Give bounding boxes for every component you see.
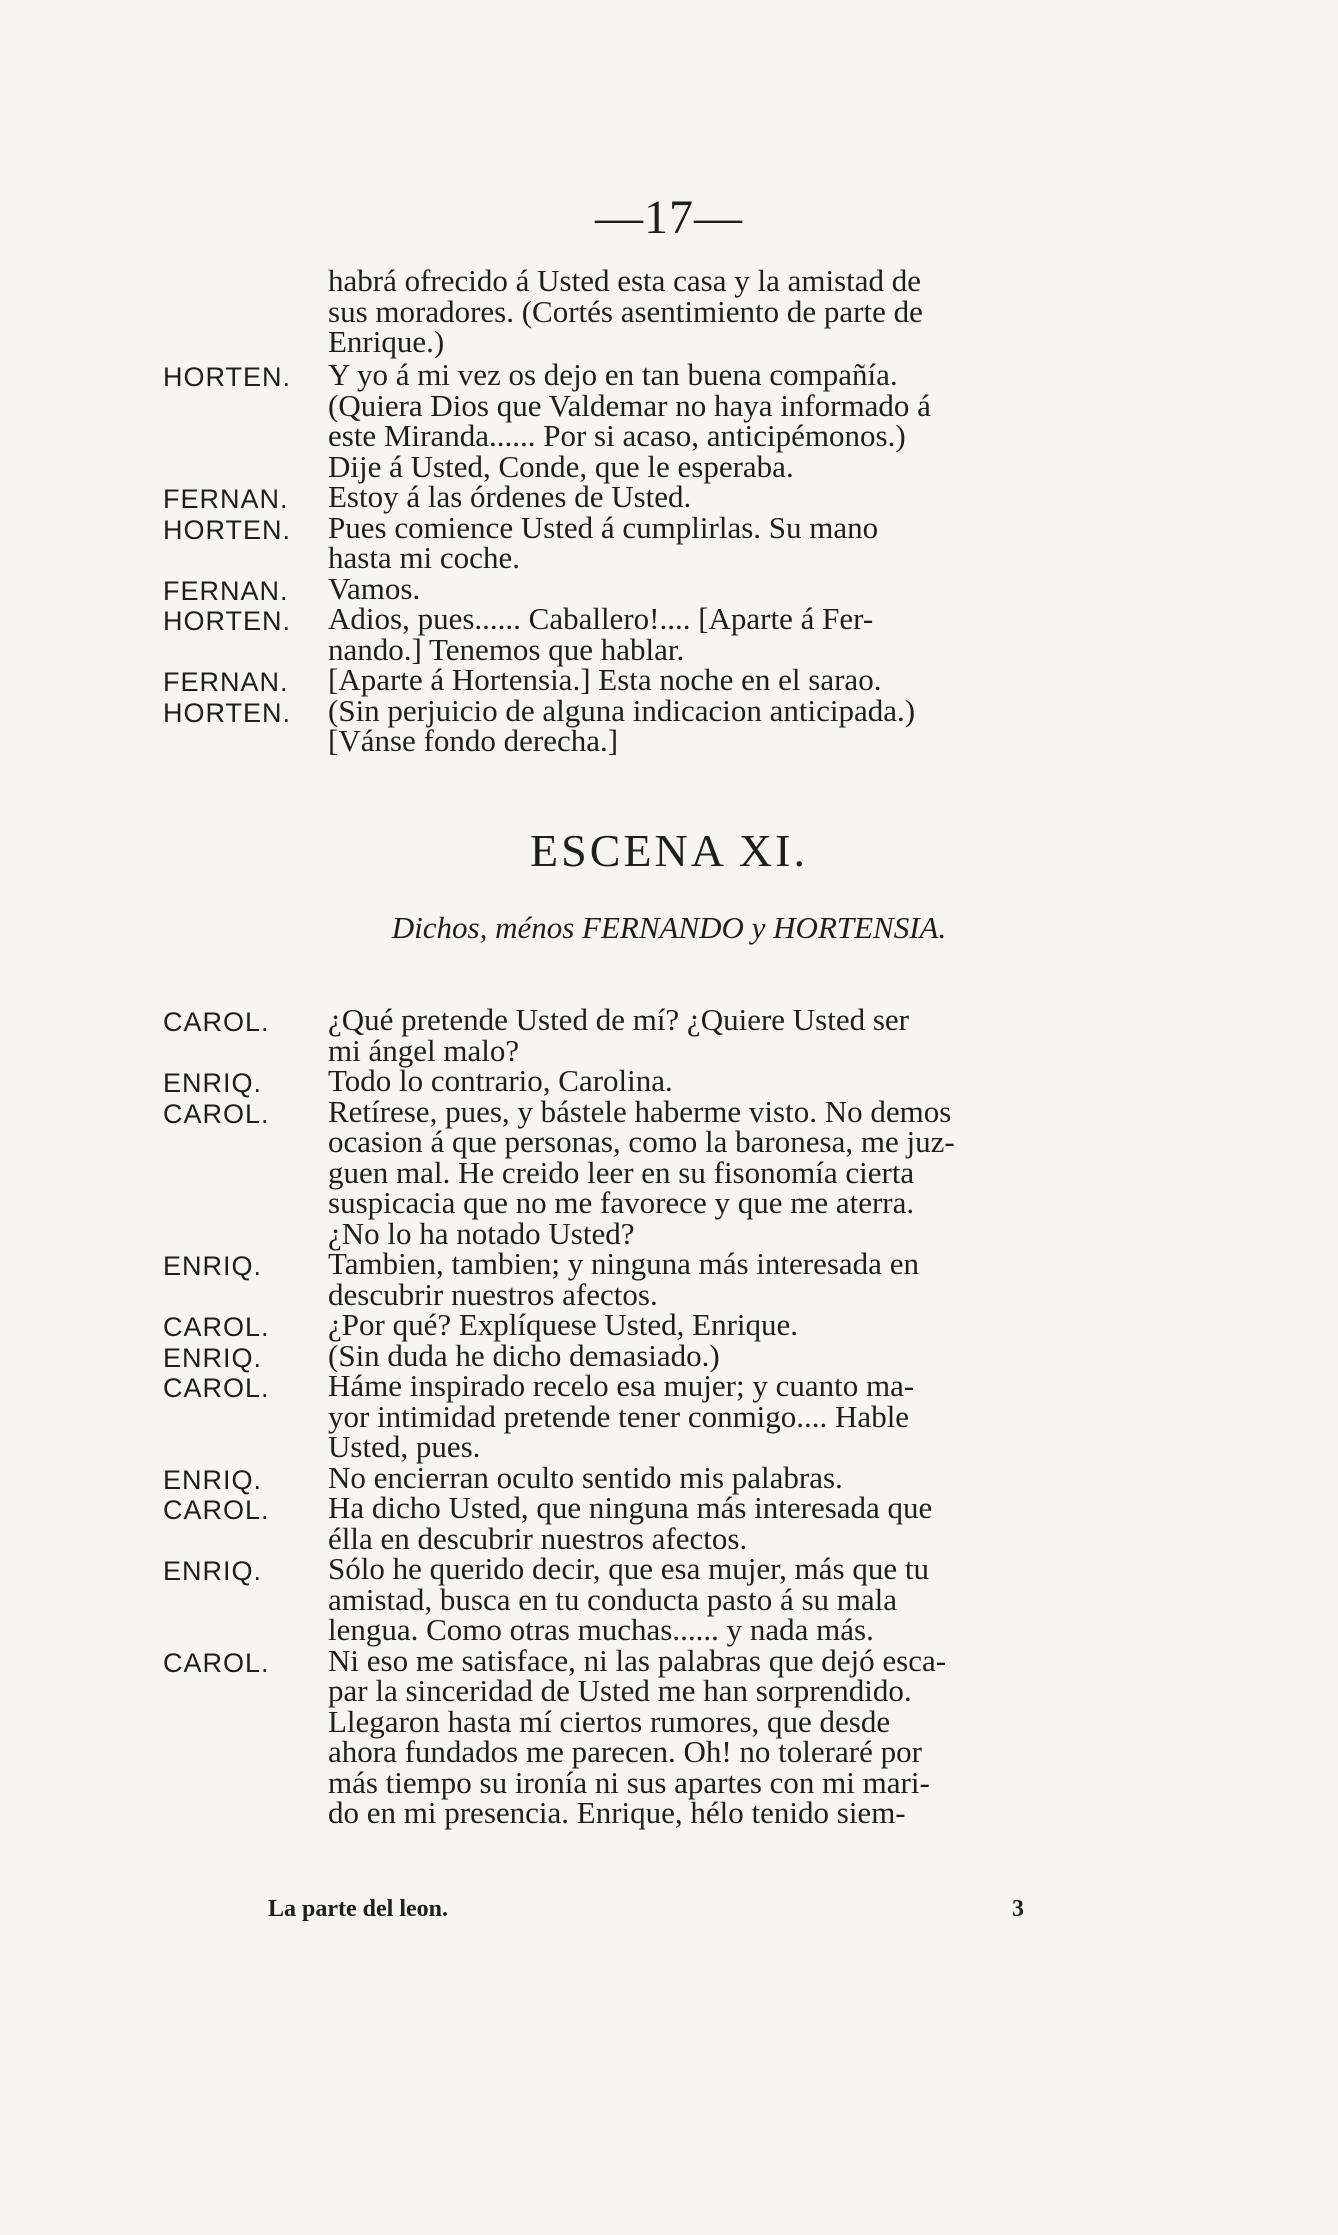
speaker-name: ENRIQ.: [163, 1342, 263, 1373]
dialogue-line: (Sin duda he dicho demasiado.): [328, 1337, 720, 1373]
text-line: Enrique.): [328, 324, 445, 359]
dialogue-line: Todo lo contrario, Carolina.: [328, 1063, 673, 1098]
dialogue-line: élla en descubrir nuestros afectos.: [328, 1520, 748, 1556]
dialogue-line: yor intimidad pretende tener conmigo.... Hable: [328, 1398, 910, 1434]
dialogue-line: ocasion á que personas, como la baronesa, me juz-: [328, 1124, 955, 1159]
footer-signature-number: 3: [1012, 1896, 1024, 1922]
text-line: sus moradores. (Cortés asentimiento de parte de: [328, 293, 923, 329]
dialogue-line: lengua. Como otras muchas...... y nada más.: [328, 1612, 874, 1647]
speaker-name: CAROL.: [163, 1312, 270, 1342]
speaker-name: HORTEN.: [163, 362, 292, 392]
speaker-name: FERNAN.: [163, 484, 289, 514]
dialogue-line: amistad, busca en tu conducta pasto á su mala: [328, 1581, 898, 1617]
dialogue-line: No encierran oculto sentido mis palabras.: [328, 1459, 843, 1495]
scene-heading: ESCENA XI.: [530, 825, 808, 876]
speaker-name: CAROL.: [163, 1007, 270, 1037]
dialogue-line: Adios, pues...... Caballero!.... [Aparte á Fer-: [328, 601, 874, 636]
speaker-name: HORTEN.: [163, 697, 292, 728]
dialogue-line: par la sinceridad de Usted me han sorprendido.: [328, 1673, 912, 1708]
speaker-name: ENRIQ.: [163, 1464, 263, 1495]
dialogue-line: [Aparte á Hortensia.] Esta noche en el sarao.: [328, 662, 882, 697]
dialogue-line: Retírese, pues, y bástele haberme visto. No demos: [328, 1093, 952, 1129]
dialogue-line: Llegaron hasta mí ciertos rumores, que desde: [328, 1703, 891, 1739]
page-number: —17—: [595, 191, 743, 244]
dialogue-line: Háme inspirado recelo esa mujer; y cuanto ma-: [328, 1368, 915, 1403]
scene-subheading: Dichos, ménos FERNANDO y HORTENSIA.: [391, 910, 947, 945]
dialogue-line: Ha dicho Usted, que ninguna más interesada que: [328, 1490, 933, 1525]
dialogue-line: Ni eso me satisface, ni las palabras que dejó esca-: [328, 1642, 947, 1678]
dialogue-line: hasta mi coche.: [328, 540, 520, 575]
speaker-name: CAROL.: [163, 1098, 270, 1129]
speaker-name: ENRIQ.: [163, 1068, 263, 1098]
dialogue-line: Dije á Usted, Conde, que le esperaba.: [328, 448, 794, 484]
speaker-name: FERNAN.: [163, 575, 289, 606]
dialogue-line: do en mi presencia. Enrique, hélo tenido siem-: [328, 1795, 906, 1830]
dialogue-line: Sólo he querido decir, que esa mujer, más que tu: [328, 1551, 929, 1586]
dialogue-line: ¿No lo ha notado Usted?: [328, 1215, 635, 1251]
dialogue-line: nando.] Tenemos que hablar.: [328, 631, 685, 667]
footer-title: La parte del leon.: [268, 1896, 448, 1922]
text-line: habrá ofrecido á Usted esta casa y la amistad de: [328, 263, 922, 298]
speaker-name: HORTEN.: [163, 514, 292, 545]
dialogue-line: [Vánse fondo derecha.]: [328, 723, 619, 758]
speaker-name: HORTEN.: [163, 606, 292, 636]
speaker-name: FERNAN.: [163, 667, 289, 697]
dialogue-line: Vamos.: [328, 570, 421, 606]
dialogue-line: mi ángel malo?: [328, 1032, 520, 1068]
dialogue-line: suspicacia que no me favorece y que me aterra.: [328, 1185, 915, 1220]
dialogue-line: (Sin perjuicio de alguna indicacion anticipada.): [328, 692, 916, 728]
speaker-name: ENRIQ.: [163, 1556, 263, 1586]
dialogue-line: descubrir nuestros afectos.: [328, 1276, 658, 1312]
dialogue-line: Tambien, tambien; y ninguna más interesada en: [328, 1246, 919, 1281]
dialogue-line: guen mal. He creido leer en su fisonomía cierta: [328, 1154, 915, 1190]
dialogue-line: ahora fundados me parecen. Oh! no toleraré por: [328, 1734, 922, 1769]
dialogue-line: ¿Qué pretende Usted de mí? ¿Quiere Usted ser: [328, 1002, 910, 1037]
dialogue-line: ¿Por qué? Explíquese Usted, Enrique.: [328, 1307, 799, 1342]
speaker-name: CAROL.: [163, 1495, 270, 1525]
speaker-name: CAROL.: [163, 1373, 270, 1403]
dialogue-line: más tiempo su ironía ni sus apartes con mi mari-: [328, 1764, 930, 1800]
dialogue-line: (Quiera Dios que Valdemar no haya informado á: [328, 387, 931, 423]
dialogue-line: Estoy á las órdenes de Usted.: [328, 479, 692, 514]
dialogue-line: Usted, pues.: [328, 1429, 481, 1464]
dialogue-line: este Miranda...... Por si acaso, anticipémonos.): [328, 418, 906, 453]
dialogue-line: Pues comience Usted á cumplirlas. Su mano: [328, 509, 879, 545]
dialogue-line: Y yo á mi vez os dejo en tan buena compañía.: [328, 357, 898, 392]
speaker-name: CAROL.: [163, 1647, 270, 1678]
speaker-name: ENRIQ.: [163, 1251, 263, 1281]
